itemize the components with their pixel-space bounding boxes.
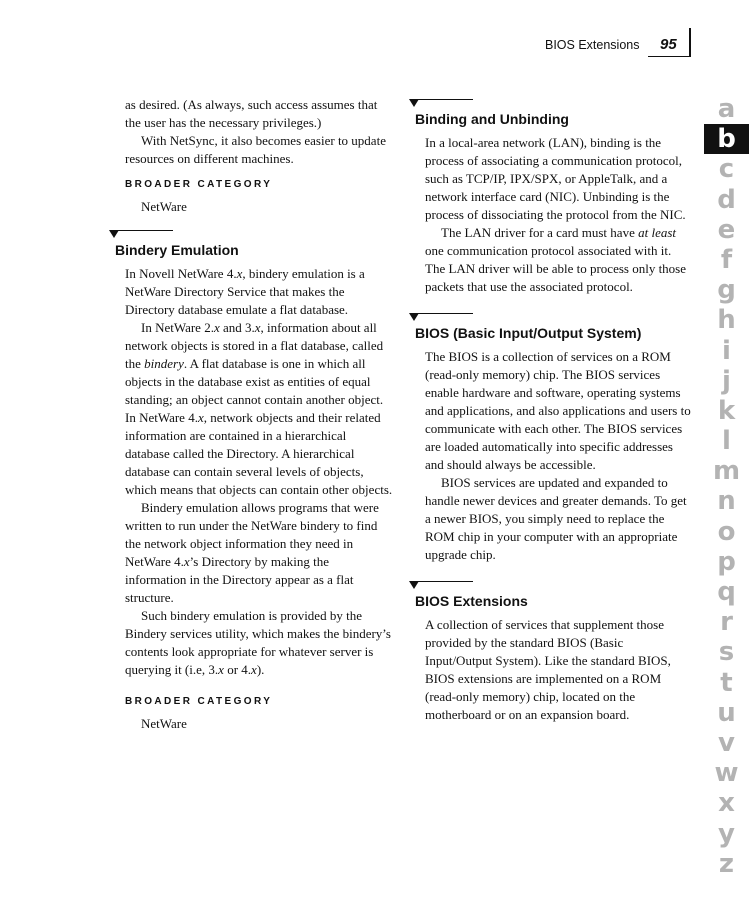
thumb-index <box>704 94 749 879</box>
thumb-index-letter-x: x <box>718 788 735 819</box>
thumb-index-letter-m: m <box>712 456 741 487</box>
body-paragraph: Bindery emulation allows programs that were written to run under the NetWare bindery to find the network object information they need in NetWare 4.x’s Directory by making the information in the Directory appear as a flat structure. <box>125 500 379 605</box>
thumb-index-letter-l: l <box>722 426 731 457</box>
broader-category-label: BROADER CATEGORY <box>125 696 273 707</box>
thumb-index-letter-c: c <box>718 154 735 185</box>
thumb-index-letter-n: n <box>717 486 736 517</box>
entry-heading-bindery-emulation: Bindery Emulation <box>115 242 239 258</box>
thumb-index-letter-u: u <box>717 697 736 728</box>
entry-heading-binding-and-unbinding: Binding and Unbinding <box>415 111 569 127</box>
page-number: 95 <box>660 36 677 53</box>
thumb-index-letter-t: t <box>720 667 733 698</box>
intro-paragraph: as desired. (As always, such access assumes that the user has the necessary privileges.) <box>125 97 378 130</box>
body-paragraph: Such bindery emulation is provided by the Bindery services utility, which makes the bindery’s contents look appropriate for whatever server is querying it (i.e, 3.x or 4.x). <box>125 608 391 677</box>
entry-heading-bios-extensions: BIOS Extensions <box>415 593 528 609</box>
broader-category-value: NetWare <box>141 199 187 214</box>
thumb-index-letter-e: e <box>717 214 736 245</box>
thumb-index-letter-r: r <box>720 607 733 638</box>
running-title: BIOS Extensions <box>545 38 640 52</box>
thumb-index-letter-i: i <box>722 335 731 366</box>
thumb-index-letter-p: p <box>717 546 736 577</box>
entry-marker <box>409 310 693 322</box>
thumb-index-letter-h: h <box>717 305 736 336</box>
thumb-index-letter-z: z <box>718 848 735 879</box>
body-paragraph: BIOS services are updated and expanded to handle newer devices and greater demands. To get a newer BIOS, you simply need to replace the ROM chip in your computer with an appropriate upgrade chip. <box>425 475 687 562</box>
entry-marker <box>409 578 693 590</box>
thumb-index-letter-y: y <box>718 818 735 849</box>
entry-marker <box>109 227 393 239</box>
broader-category-value: NetWare <box>141 716 187 731</box>
thumb-index-letter-w: w <box>714 758 739 789</box>
thumb-index-letter-v: v <box>718 727 735 758</box>
thumb-index-letter-b: b <box>704 124 749 154</box>
body-paragraph: In NetWare 2.x and 3.x, information about all network objects is stored in a flat database, called the bindery. A flat database is one in which all objects in the database exist as entities of equal standing; an object cannot contain another object. In NetWare 4.x, network objects and their related information are contained in a hierarchical database called the Directory. A hierarchical database can contain several levels of objects, which means that objects can contain other objects. <box>125 320 393 497</box>
header-bar <box>689 28 691 57</box>
left-column <box>115 96 393 733</box>
body-paragraph: The LAN driver for a card must have at least one communication protocol associated with it. The LAN driver will be able to process only those packets that use the associated protocol. <box>425 225 687 294</box>
header-rule <box>648 56 690 57</box>
thumb-index-letter-j: j <box>722 365 731 396</box>
thumb-index-letter-a: a <box>717 94 736 124</box>
thumb-index-letter-q: q <box>717 577 736 607</box>
thumb-index-letter-s: s <box>718 637 735 668</box>
thumb-index-letter-g: g <box>717 275 736 306</box>
entry-heading-bios: BIOS (Basic Input/Output System) <box>415 325 642 341</box>
thumb-index-letter-d: d <box>717 184 736 215</box>
thumb-index-letter-k: k <box>717 395 736 426</box>
entry-marker <box>409 96 693 108</box>
body-paragraph: The BIOS is a collection of services on a ROM (read-only memory) chip. The BIOS services enable hardware and software, operating systems and applications, and also applications and users to communicate with each other. The BIOS services are loaded automatically into specific addresses and should always be accessible. <box>425 349 691 472</box>
thumb-index-letter-f: f <box>720 244 733 275</box>
running-header <box>0 36 749 56</box>
right-column <box>415 96 693 724</box>
body-paragraph: In Novell NetWare 4.x, bindery emulation is a NetWare Directory Service that makes the Directory database emulate a flat database. <box>125 266 365 317</box>
thumb-index-letter-o: o <box>717 516 736 547</box>
intro-paragraph: With NetSync, it also becomes easier to update resources on different machines. <box>125 133 386 166</box>
body-paragraph: A collection of services that supplement those provided by the standard BIOS (Basic Input/Output System). Like the standard BIOS, BIOS extensions are implemented on a ROM (read-only memory) chip, located on the motherboard or on an expansion board. <box>425 617 671 722</box>
body-paragraph: In a local-area network (LAN), binding is the process of associating a communication protocol, such as TCP/IP, IPX/SPX, or AppleTalk, and a network interface card (NIC). Unbinding is the process of dissociating the protocol from the NIC. <box>425 135 686 222</box>
broader-category-label: BROADER CATEGORY <box>125 179 273 190</box>
